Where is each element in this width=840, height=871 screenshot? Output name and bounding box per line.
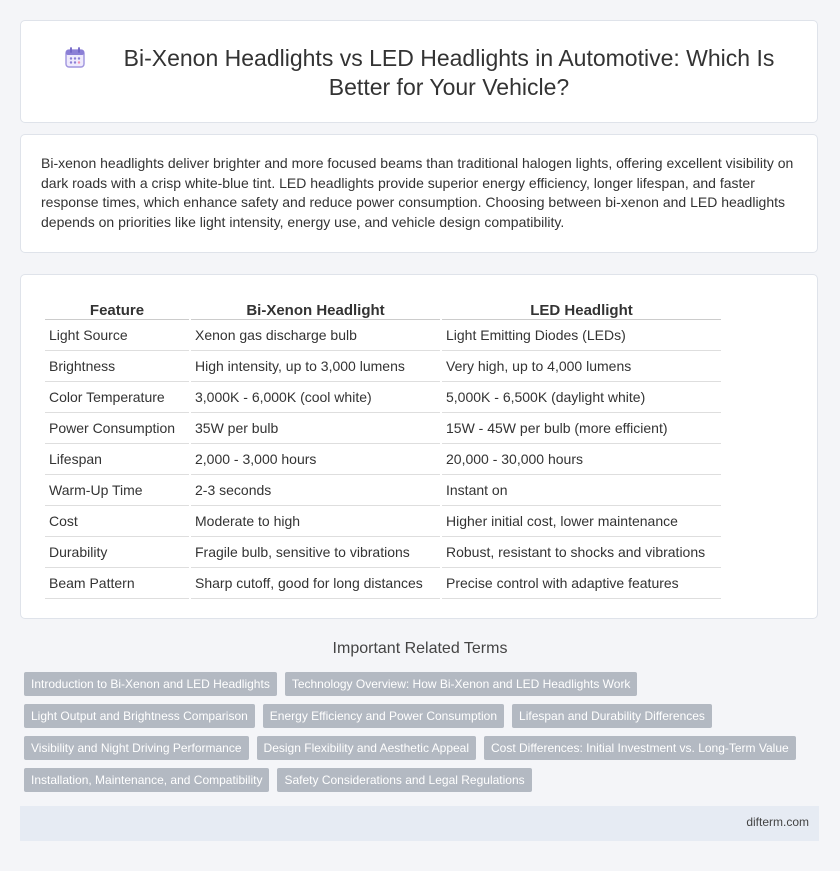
related-terms-heading: Important Related Terms xyxy=(332,640,508,657)
related-term-tag[interactable]: Energy Efficiency and Power Consumption xyxy=(263,704,504,728)
table-row xyxy=(45,413,721,444)
related-terms-list xyxy=(24,672,814,792)
related-term-tag[interactable]: Lifespan and Durability Differences xyxy=(512,704,712,728)
bi-xenon-cell: Sharp cutoff, good for long distances xyxy=(191,568,440,599)
feature-cell: Power Consumption xyxy=(45,413,189,444)
led-cell: 20,000 - 30,000 hours xyxy=(442,444,721,475)
related-term-tag[interactable]: Safety Considerations and Legal Regulations xyxy=(277,768,531,792)
table-row xyxy=(45,382,721,413)
bi-xenon-cell: High intensity, up to 3,000 lumens xyxy=(191,351,440,382)
title-card xyxy=(20,20,818,123)
table-row xyxy=(45,320,721,351)
table-header-row xyxy=(45,295,721,320)
related-term-tag[interactable]: Light Output and Brightness Comparison xyxy=(24,704,255,728)
led-cell: 15W - 45W per bulb (more efficient) xyxy=(442,413,721,444)
header-feature: Feature xyxy=(45,295,189,320)
table-row xyxy=(45,351,721,382)
footer xyxy=(20,806,819,841)
calendar-icon xyxy=(64,47,86,69)
bi-xenon-cell: Moderate to high xyxy=(191,506,440,537)
table-row xyxy=(45,568,721,599)
bi-xenon-cell: Fragile bulb, sensitive to vibrations xyxy=(191,537,440,568)
feature-cell: Color Temperature xyxy=(45,382,189,413)
bi-xenon-cell: 2-3 seconds xyxy=(191,475,440,506)
feature-cell: Lifespan xyxy=(45,444,189,475)
header-led: LED Headlight xyxy=(442,295,721,320)
bi-xenon-cell: 2,000 - 3,000 hours xyxy=(191,444,440,475)
feature-cell: Beam Pattern xyxy=(45,568,189,599)
led-cell: Instant on xyxy=(442,475,721,506)
table-row xyxy=(45,475,721,506)
related-term-tag[interactable]: Design Flexibility and Aesthetic Appeal xyxy=(257,736,476,760)
feature-cell: Brightness xyxy=(45,351,189,382)
bi-xenon-cell: 35W per bulb xyxy=(191,413,440,444)
related-term-tag[interactable]: Introduction to Bi-Xenon and LED Headlights xyxy=(24,672,277,696)
page-title: Bi-Xenon Headlights vs LED Headlights in Automotive: Which Is Better for Your Vehicle? xyxy=(123,45,775,100)
feature-cell: Cost xyxy=(45,506,189,537)
table-row xyxy=(45,506,721,537)
led-cell: Robust, resistant to shocks and vibrations xyxy=(442,537,721,568)
comparison-card xyxy=(20,274,818,619)
led-cell: Precise control with adaptive features xyxy=(442,568,721,599)
footer-site-link[interactable]: difterm.com xyxy=(746,815,809,829)
bi-xenon-cell: Xenon gas discharge bulb xyxy=(191,320,440,351)
led-cell: Very high, up to 4,000 lumens xyxy=(442,351,721,382)
led-cell: Higher initial cost, lower maintenance xyxy=(442,506,721,537)
feature-cell: Light Source xyxy=(45,320,189,351)
comparison-table xyxy=(43,295,723,599)
related-term-tag[interactable]: Visibility and Night Driving Performance xyxy=(24,736,249,760)
header-bi-xenon: Bi-Xenon Headlight xyxy=(191,295,440,320)
table-row xyxy=(45,444,721,475)
intro-card xyxy=(20,134,818,253)
intro-paragraph: Bi-xenon headlights deliver brighter and more focused beams than traditional halogen lights, offering excellent visibility on dark roads with a crisp white-blue tint. LED headlights provide superior energy efficiency, longer lifespan, and faster response times, which enhance safety and reduce power consumption. Choosing between bi-xenon and LED headlights depends on priorities like light intensity, energy use, and vehicle design compatibility. xyxy=(41,155,794,230)
related-term-tag[interactable]: Cost Differences: Initial Investment vs. Long-Term Value xyxy=(484,736,796,760)
feature-cell: Warm-Up Time xyxy=(45,475,189,506)
led-cell: 5,000K - 6,500K (daylight white) xyxy=(442,382,721,413)
related-term-tag[interactable]: Installation, Maintenance, and Compatibility xyxy=(24,768,269,792)
related-term-tag[interactable]: Technology Overview: How Bi-Xenon and LED Headlights Work xyxy=(285,672,638,696)
table-row xyxy=(45,537,721,568)
bi-xenon-cell: 3,000K - 6,000K (cool white) xyxy=(191,382,440,413)
led-cell: Light Emitting Diodes (LEDs) xyxy=(442,320,721,351)
feature-cell: Durability xyxy=(45,537,189,568)
